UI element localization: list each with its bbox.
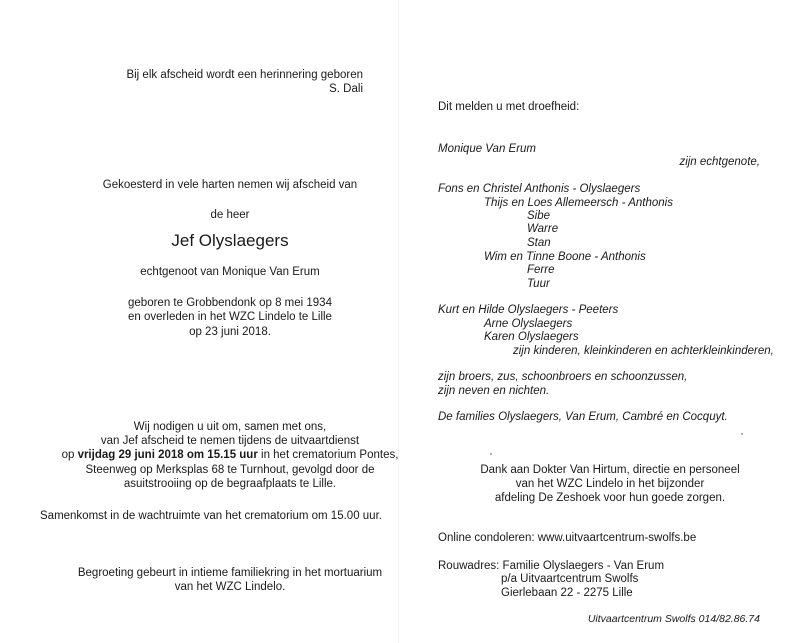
service-date: vrijdag 29 juni 2018 om 15.15 uur — [77, 449, 258, 461]
address-line: p/a Uitvaartcentrum Swolfs — [501, 573, 639, 585]
mourning-address: Rouwadres: Familie Olyslaegers - Van Erum — [438, 560, 665, 572]
gathering-line: Samenkomst in de wachtruimte van het crematorium om 15.00 uur. — [40, 510, 382, 522]
address-line: Gierlebaan 22 - 2275 Lille — [501, 587, 633, 599]
funeral-home: Uitvaartcentrum Swolfs 014/82.86.74 — [587, 613, 760, 625]
invite-line: van Jef afscheid te nemen tijdens de uitvaartdienst — [100, 435, 360, 447]
siblings-line: zijn broers, zus, schoonbroers en schoonzussen, — [438, 371, 688, 383]
service-prefix: op — [61, 449, 78, 461]
service-suffix: in het crematorium Pontes, — [257, 449, 399, 461]
announce-line: Dit melden u met droefheid: — [438, 101, 580, 113]
family-line: Ferre — [527, 264, 555, 276]
service-line — [40, 448, 420, 462]
intro-text: Gekoesterd in vele harten nemen wij afscheid van — [102, 179, 358, 191]
born-line: geboren te Grobbendonk op 8 mei 1934 — [128, 297, 332, 309]
thanks-line: afdeling De Zeshoek voor hun goede zorgen. — [494, 492, 726, 504]
children-role: zijn kinderen, kleinkinderen en achterkleinkinderen, — [513, 345, 774, 357]
online-condolences: Online condoleren: www.uitvaartcentrum-swolfs.be — [438, 532, 697, 544]
died-line: en overleden in het WZC Lindelo te Lille — [128, 311, 332, 323]
greeting-line: Begroeting gebeurt in intieme familiekring in het mortuarium — [77, 567, 383, 579]
greeting-line: van het WZC Lindelo. — [174, 581, 286, 593]
died-date: op 23 juni 2018. — [189, 326, 271, 338]
quote-author: S. Dali — [329, 83, 363, 95]
thanks-line: Dank aan Dokter Van Hirtum, directie en personeel — [480, 464, 740, 476]
thanks-line: van het WZC Lindelo in het bijzonder — [515, 478, 705, 490]
speck — [490, 453, 492, 455]
family-line: Tuur — [527, 278, 550, 290]
family-line: Warre — [527, 223, 559, 235]
families-line: De families Olyslaegers, Van Erum, Cambré en Cocquyt. — [438, 411, 728, 423]
service-end: asuitstrooiing op de begraafplaats te Lille. — [123, 478, 337, 490]
family-line: Karen Olyslaegers — [484, 331, 579, 343]
title-line: de heer — [210, 209, 250, 221]
family-line: Kurt en Hilde Olyslaegers - Peeters — [438, 304, 619, 316]
service-address: Steenweg op Merksplas 68 te Turnhout, gevolgd door de — [85, 464, 375, 476]
family-line: Stan — [527, 237, 551, 249]
family-line: Wim en Tinne Boone - Anthonis — [484, 251, 646, 263]
family-line: Fons en Christel Anthonis - Olyslaegers — [438, 183, 641, 195]
widow-role: zijn echtgenote, — [679, 156, 760, 168]
speck — [741, 433, 743, 435]
widow-name: Monique Van Erum — [438, 143, 537, 155]
siblings-line: zijn neven en nichten. — [438, 385, 550, 397]
family-line: Sibe — [527, 210, 551, 222]
spouse-line: echtgenoot van Monique Van Erum — [140, 266, 320, 278]
invite-line: Wij nodigen u uit om, samen met ons, — [133, 421, 327, 433]
deceased-name: Jef Olyslaegers — [171, 231, 289, 250]
quote: Bij elk afscheid wordt een herinnering geboren — [126, 69, 363, 81]
family-line: Thijs en Loes Allemeersch - Anthonis — [484, 197, 673, 209]
family-line: Arne Olyslaegers — [484, 318, 573, 330]
